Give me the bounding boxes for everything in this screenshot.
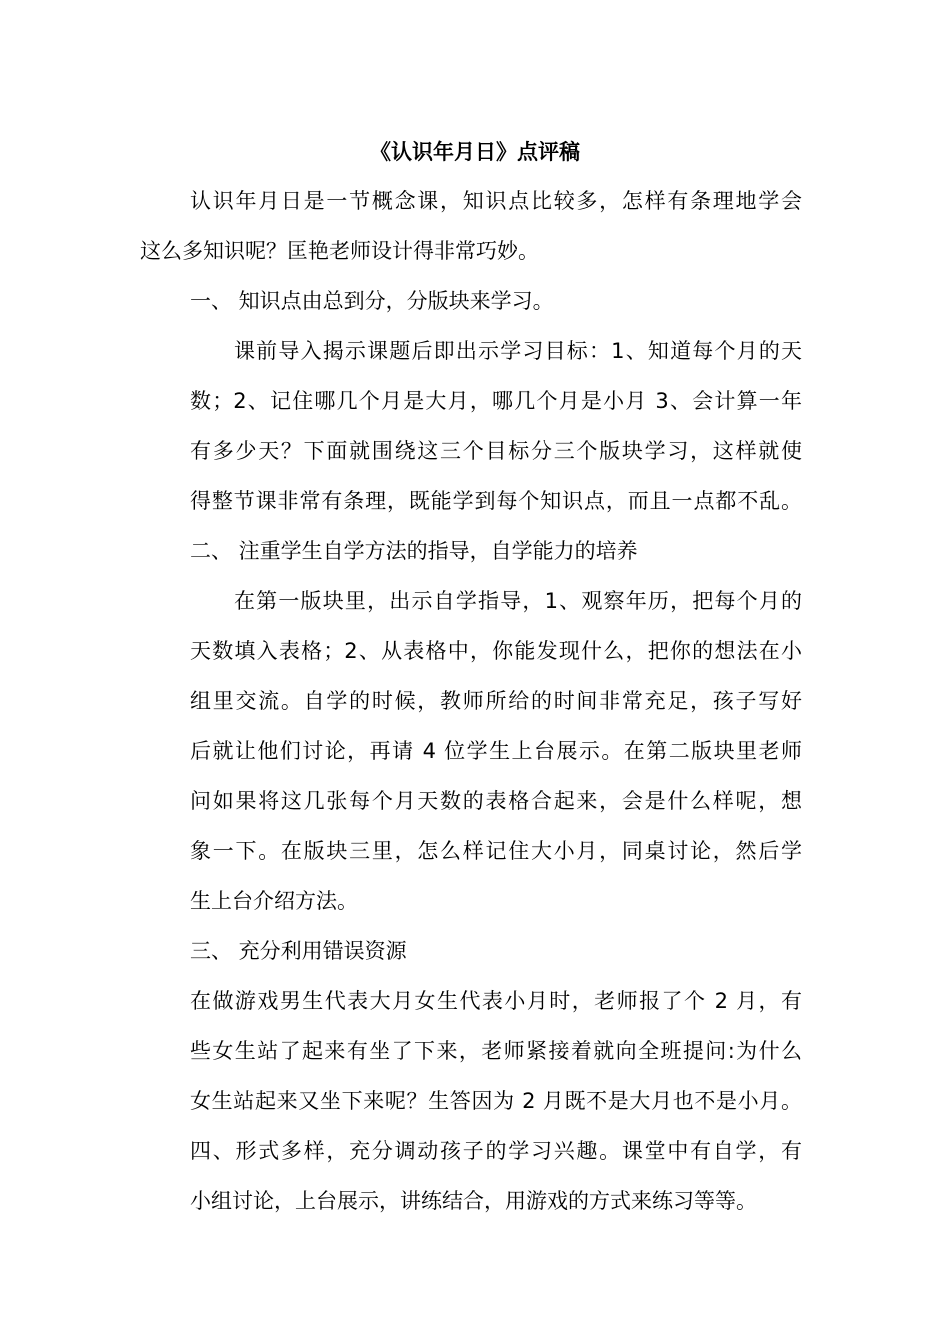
text-line-13: 问如果将这几张每个月天数的表格合起来，会是什么样呢，想 (190, 789, 802, 813)
text-line-19: 女生站起来又坐下来呢？生答因为 2 月既不是大月也不是小月。 (190, 1089, 802, 1113)
document-title: 《认识年月日》点评稿 (370, 140, 580, 164)
text-line-10: 天数填入表格；2、从表格中，你能发现什么，把你的想法在小 (190, 639, 802, 663)
section-heading-3: 三、 充分利用错误资源 (190, 939, 407, 963)
text-line-11: 组里交流。自学的时候，教师所给的时间非常充足，孩子写好 (190, 689, 802, 713)
text-line-12: 后就让他们讨论，再请 4 位学生上台展示。在第二版块里老师 (190, 739, 802, 763)
text-line-17: 在做游戏男生代表大月女生代表小月时，老师报了个 2 月，有 (190, 989, 802, 1013)
section-heading-4: 四、形式多样，充分调动孩子的学习兴趣。课堂中有自学，有 (190, 1139, 802, 1163)
text-line-9: 在第一版块里，出示自学指导，1、观察年历，把每个月的 (234, 589, 802, 613)
section-heading-1: 一、 知识点由总到分，分版块来学习。 (190, 289, 554, 313)
text-line-21: 小组讨论，上台展示，讲练结合，用游戏的方式来练习等等。 (190, 1189, 757, 1213)
text-line-2: 这么多知识呢？匡艳老师设计得非常巧妙。 (140, 239, 539, 263)
text-line-4: 课前导入揭示课题后即出示学习目标：1、知道每个月的天 (234, 339, 802, 363)
text-line-6: 有多少天？下面就围绕这三个目标分三个版块学习，这样就使 (190, 439, 802, 463)
text-line-15: 生上台介绍方法。 (190, 889, 358, 913)
section-heading-2: 二、 注重学生自学方法的指导，自学能力的培养 (190, 539, 638, 563)
text-line-14: 象一下。在版块三里，怎么样记住大小月，同桌讨论，然后学 (190, 839, 802, 863)
text-line-18: 些女生站了起来有坐了下来，老师紧接着就向全班提问:为什么 (190, 1039, 802, 1063)
text-line-7: 得整节课非常有条理，既能学到每个知识点，而且一点都不乱。 (190, 489, 802, 513)
text-line-5: 数；2、记住哪几个月是大月，哪几个月是小月 3、会计算一年 (190, 389, 802, 413)
text-line-1: 认识年月日是一节概念课，知识点比较多，怎样有条理地学会 (190, 189, 802, 213)
